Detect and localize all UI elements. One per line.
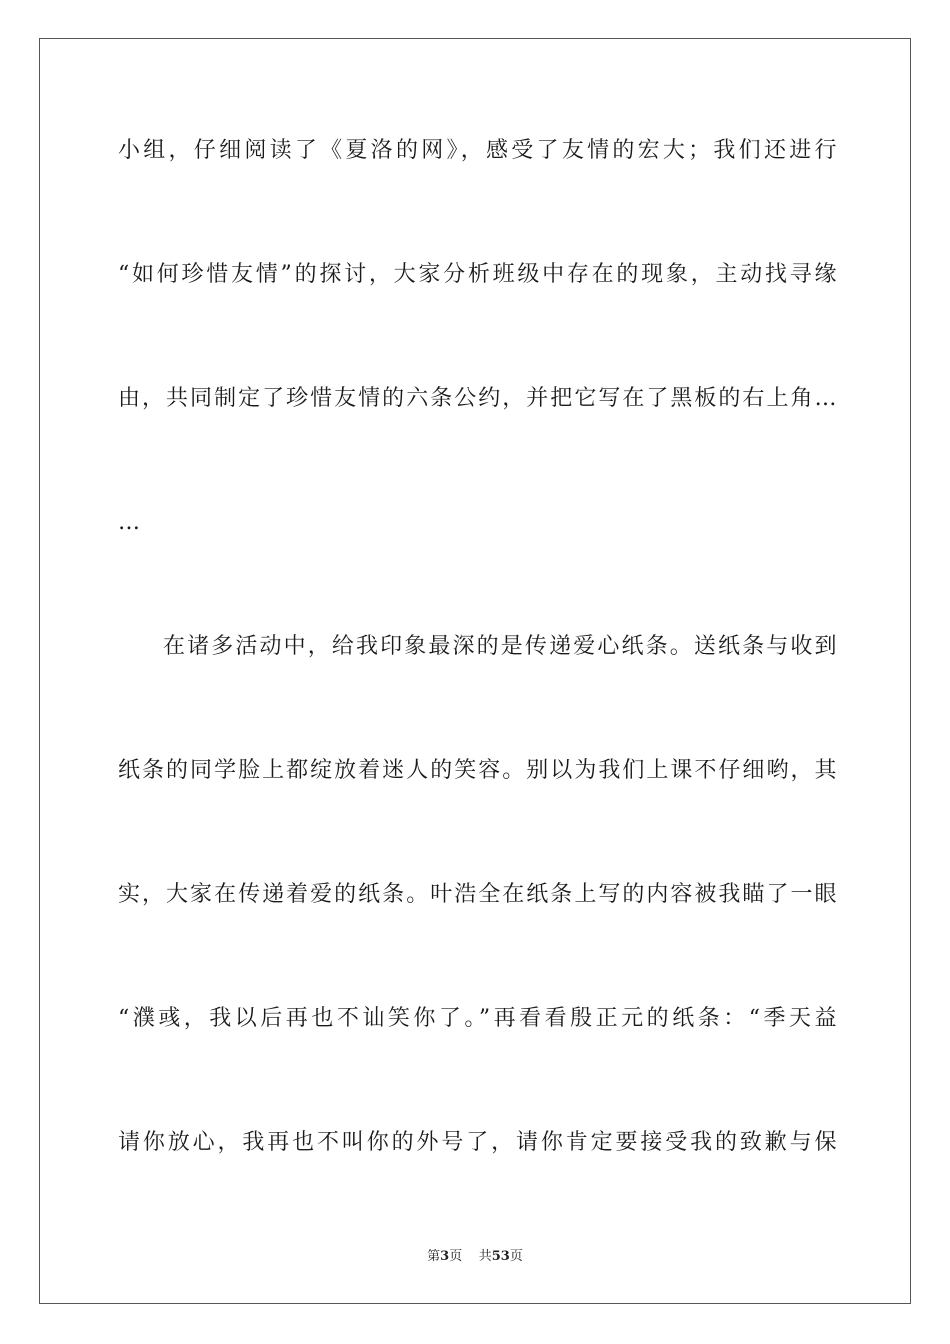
text-line-2: “如何珍惜友情”的探讨，大家分析班级中存在的现象，主动找寻缘 [118, 262, 838, 287]
footer-prefix: 第 [427, 1249, 441, 1264]
footer-total-prefix: 共 [478, 1249, 492, 1264]
text-line-4: … [118, 510, 142, 535]
text-line-3: 由，共同制定了珍惜友情的六条公约，并把它写在了黑板的右上角… [118, 386, 838, 411]
text-line-1: 小组，仔细阅读了《夏洛的网》，感受了友情的宏大；我们还进行 [118, 138, 838, 163]
footer-total-unit: 页 [509, 1249, 523, 1264]
footer-page-unit: 页 [449, 1249, 463, 1264]
text-line-9: 请你放心，我再也不叫你的外号了，请你肯定要接受我的致歉与保 [118, 1130, 838, 1155]
page-footer [0, 1248, 950, 1266]
paragraph-start-line: 在诸多活动中，给我印象最深的是传递爱心纸条。送纸条与收到 [163, 634, 838, 659]
text-line-6: 纸条的同学脸上都绽放着迷人的笑容。别以为我们上课不仔细哟，其 [118, 758, 838, 783]
text-line-7: 实，大家在传递着爱的纸条。叶浩全在纸条上写的内容被我瞄了一眼 [118, 882, 838, 907]
current-page-number: 3 [440, 1249, 450, 1264]
total-pages-number: 53 [491, 1249, 510, 1264]
page-border [39, 38, 911, 1304]
text-line-8: “濮彧，我以后再也不讪笑你了。”再看看殷正元的纸条：“季天益 [118, 1006, 838, 1031]
